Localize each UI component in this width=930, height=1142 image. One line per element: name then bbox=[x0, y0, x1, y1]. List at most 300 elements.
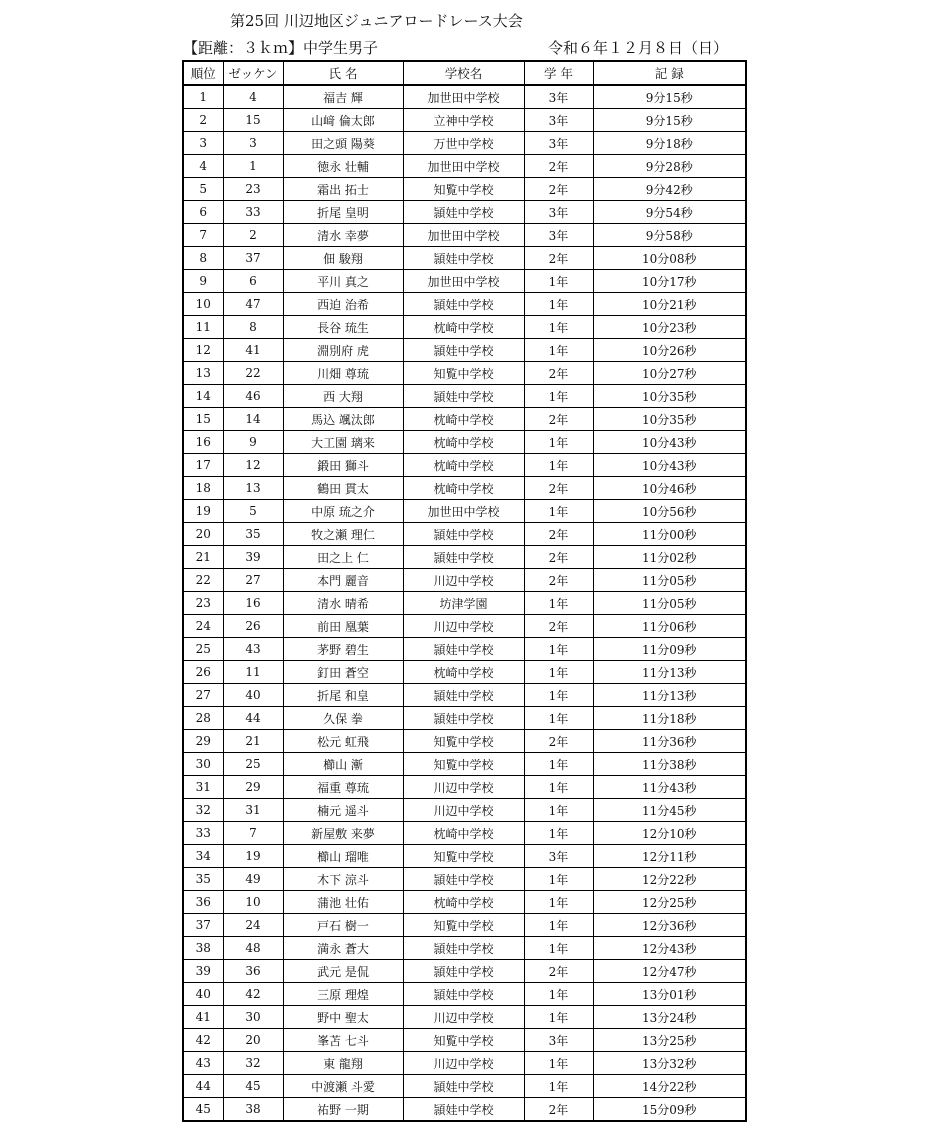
table-row bbox=[183, 868, 746, 891]
grade-cell: 2年 bbox=[524, 247, 593, 270]
grade-cell: 1年 bbox=[524, 293, 593, 316]
school-cell: 川辺中学校 bbox=[403, 799, 524, 822]
grade-cell: 1年 bbox=[524, 937, 593, 960]
table-row bbox=[183, 615, 746, 638]
rank-cell: 21 bbox=[183, 546, 223, 569]
school-cell: 加世田中学校 bbox=[403, 224, 524, 247]
rank-cell: 30 bbox=[183, 753, 223, 776]
school-cell: 川辺中学校 bbox=[403, 615, 524, 638]
time-cell: 10分21秒 bbox=[593, 293, 746, 316]
table-row bbox=[183, 201, 746, 224]
school-cell: 知覧中学校 bbox=[403, 753, 524, 776]
rank-cell: 34 bbox=[183, 845, 223, 868]
table-row bbox=[183, 845, 746, 868]
rank-cell: 24 bbox=[183, 615, 223, 638]
name-cell: 戸石 樹一 bbox=[283, 914, 403, 937]
time-cell: 10分56秒 bbox=[593, 500, 746, 523]
bib-cell: 20 bbox=[223, 1029, 283, 1052]
bib-cell: 13 bbox=[223, 477, 283, 500]
bib-cell: 36 bbox=[223, 960, 283, 983]
grade-cell: 2年 bbox=[524, 155, 593, 178]
time-cell: 11分43秒 bbox=[593, 776, 746, 799]
school-cell: 知覧中学校 bbox=[403, 914, 524, 937]
school-cell: 知覧中学校 bbox=[403, 730, 524, 753]
table-row bbox=[183, 1006, 746, 1029]
table-row bbox=[183, 224, 746, 247]
table-header-row bbox=[183, 61, 746, 85]
rank-cell: 4 bbox=[183, 155, 223, 178]
bib-cell: 30 bbox=[223, 1006, 283, 1029]
name-cell: 折尾 和皇 bbox=[283, 684, 403, 707]
results-body bbox=[183, 85, 746, 1121]
name-cell: 茅野 碧生 bbox=[283, 638, 403, 661]
rank-cell: 15 bbox=[183, 408, 223, 431]
name-cell: 釘田 蒼空 bbox=[283, 661, 403, 684]
table-row bbox=[183, 178, 746, 201]
name-cell: 松元 虹飛 bbox=[283, 730, 403, 753]
bib-cell: 22 bbox=[223, 362, 283, 385]
table-row bbox=[183, 1075, 746, 1098]
name-cell: 三原 理煌 bbox=[283, 983, 403, 1006]
rank-cell: 43 bbox=[183, 1052, 223, 1075]
time-cell: 12分47秒 bbox=[593, 960, 746, 983]
time-cell: 10分35秒 bbox=[593, 408, 746, 431]
school-cell: 頴娃中学校 bbox=[403, 247, 524, 270]
grade-cell: 1年 bbox=[524, 776, 593, 799]
table-row bbox=[183, 316, 746, 339]
name-cell: 大工園 璃来 bbox=[283, 431, 403, 454]
school-cell: 知覧中学校 bbox=[403, 1029, 524, 1052]
school-cell: 頴娃中学校 bbox=[403, 983, 524, 1006]
time-cell: 12分43秒 bbox=[593, 937, 746, 960]
table-row bbox=[183, 799, 746, 822]
grade-cell: 1年 bbox=[524, 891, 593, 914]
time-cell: 11分18秒 bbox=[593, 707, 746, 730]
table-row bbox=[183, 155, 746, 178]
name-cell: 徳永 壮輔 bbox=[283, 155, 403, 178]
grade-cell: 3年 bbox=[524, 845, 593, 868]
rank-cell: 5 bbox=[183, 178, 223, 201]
grade-cell: 2年 bbox=[524, 960, 593, 983]
name-cell: 折尾 皇明 bbox=[283, 201, 403, 224]
name-cell: 福吉 輝 bbox=[283, 85, 403, 109]
time-cell: 10分46秒 bbox=[593, 477, 746, 500]
bib-cell: 10 bbox=[223, 891, 283, 914]
grade-cell: 1年 bbox=[524, 684, 593, 707]
table-row bbox=[183, 109, 746, 132]
school-cell: 枕崎中学校 bbox=[403, 431, 524, 454]
time-cell: 9分42秒 bbox=[593, 178, 746, 201]
rank-cell: 31 bbox=[183, 776, 223, 799]
name-cell: 鶴田 貫太 bbox=[283, 477, 403, 500]
school-cell: 頴娃中学校 bbox=[403, 684, 524, 707]
name-cell: 霜出 拓士 bbox=[283, 178, 403, 201]
name-cell: 中原 琉之介 bbox=[283, 500, 403, 523]
table-row bbox=[183, 339, 746, 362]
rank-cell: 38 bbox=[183, 937, 223, 960]
bib-cell: 12 bbox=[223, 454, 283, 477]
rank-cell: 27 bbox=[183, 684, 223, 707]
header-grade: 学 年 bbox=[524, 61, 593, 85]
grade-cell: 1年 bbox=[524, 799, 593, 822]
rank-cell: 11 bbox=[183, 316, 223, 339]
name-cell: 久保 拳 bbox=[283, 707, 403, 730]
bib-cell: 1 bbox=[223, 155, 283, 178]
table-row bbox=[183, 523, 746, 546]
grade-cell: 1年 bbox=[524, 431, 593, 454]
bib-cell: 45 bbox=[223, 1075, 283, 1098]
name-cell: 本門 麗音 bbox=[283, 569, 403, 592]
school-cell: 頴娃中学校 bbox=[403, 1098, 524, 1122]
school-cell: 知覧中学校 bbox=[403, 845, 524, 868]
rank-cell: 1 bbox=[183, 85, 223, 109]
name-cell: 淵別府 虎 bbox=[283, 339, 403, 362]
table-row bbox=[183, 569, 746, 592]
school-cell: 頴娃中学校 bbox=[403, 868, 524, 891]
time-cell: 12分36秒 bbox=[593, 914, 746, 937]
header-name: 氏 名 bbox=[283, 61, 403, 85]
grade-cell: 2年 bbox=[524, 546, 593, 569]
bib-cell: 38 bbox=[223, 1098, 283, 1122]
category-label: 【距離：３ｋｍ】中学生男子 bbox=[183, 39, 379, 57]
time-cell: 14分22秒 bbox=[593, 1075, 746, 1098]
table-row bbox=[183, 707, 746, 730]
grade-cell: 1年 bbox=[524, 500, 593, 523]
school-cell: 頴娃中学校 bbox=[403, 960, 524, 983]
bib-cell: 41 bbox=[223, 339, 283, 362]
bib-cell: 33 bbox=[223, 201, 283, 224]
rank-cell: 45 bbox=[183, 1098, 223, 1122]
table-row bbox=[183, 85, 746, 109]
rank-cell: 23 bbox=[183, 592, 223, 615]
table-row bbox=[183, 454, 746, 477]
name-cell: 牧之瀬 理仁 bbox=[283, 523, 403, 546]
grade-cell: 2年 bbox=[524, 730, 593, 753]
time-cell: 15分09秒 bbox=[593, 1098, 746, 1122]
grade-cell: 2年 bbox=[524, 362, 593, 385]
bib-cell: 8 bbox=[223, 316, 283, 339]
bib-cell: 40 bbox=[223, 684, 283, 707]
time-cell: 12分25秒 bbox=[593, 891, 746, 914]
rank-cell: 41 bbox=[183, 1006, 223, 1029]
rank-cell: 28 bbox=[183, 707, 223, 730]
rank-cell: 32 bbox=[183, 799, 223, 822]
bib-cell: 14 bbox=[223, 408, 283, 431]
bib-cell: 23 bbox=[223, 178, 283, 201]
table-row bbox=[183, 937, 746, 960]
rank-cell: 19 bbox=[183, 500, 223, 523]
time-cell: 10分43秒 bbox=[593, 454, 746, 477]
school-cell: 川辺中学校 bbox=[403, 1006, 524, 1029]
grade-cell: 2年 bbox=[524, 178, 593, 201]
grade-cell: 1年 bbox=[524, 1075, 593, 1098]
rank-cell: 20 bbox=[183, 523, 223, 546]
school-cell: 川辺中学校 bbox=[403, 1052, 524, 1075]
table-row bbox=[183, 293, 746, 316]
grade-cell: 3年 bbox=[524, 1029, 593, 1052]
school-cell: 川辺中学校 bbox=[403, 776, 524, 799]
table-row bbox=[183, 270, 746, 293]
rank-cell: 29 bbox=[183, 730, 223, 753]
school-cell: 頴娃中学校 bbox=[403, 638, 524, 661]
time-cell: 9分28秒 bbox=[593, 155, 746, 178]
name-cell: 田之頭 陽葵 bbox=[283, 132, 403, 155]
bib-cell: 46 bbox=[223, 385, 283, 408]
grade-cell: 1年 bbox=[524, 270, 593, 293]
school-cell: 枕崎中学校 bbox=[403, 477, 524, 500]
table-row bbox=[183, 132, 746, 155]
rank-cell: 22 bbox=[183, 569, 223, 592]
table-row bbox=[183, 546, 746, 569]
grade-cell: 2年 bbox=[524, 477, 593, 500]
rank-cell: 35 bbox=[183, 868, 223, 891]
bib-cell: 32 bbox=[223, 1052, 283, 1075]
bib-cell: 35 bbox=[223, 523, 283, 546]
name-cell: 鍛田 獅斗 bbox=[283, 454, 403, 477]
name-cell: 祐野 一期 bbox=[283, 1098, 403, 1122]
table-row bbox=[183, 1052, 746, 1075]
school-cell: 頴娃中学校 bbox=[403, 339, 524, 362]
bib-cell: 9 bbox=[223, 431, 283, 454]
grade-cell: 1年 bbox=[524, 1052, 593, 1075]
rank-cell: 25 bbox=[183, 638, 223, 661]
grade-cell: 3年 bbox=[524, 85, 593, 109]
name-cell: 福重 尊琉 bbox=[283, 776, 403, 799]
grade-cell: 3年 bbox=[524, 109, 593, 132]
school-cell: 万世中学校 bbox=[403, 132, 524, 155]
bib-cell: 19 bbox=[223, 845, 283, 868]
grade-cell: 2年 bbox=[524, 569, 593, 592]
name-cell: 長谷 琉生 bbox=[283, 316, 403, 339]
grade-cell: 2年 bbox=[524, 1098, 593, 1122]
school-cell: 枕崎中学校 bbox=[403, 661, 524, 684]
name-cell: 峯苫 七斗 bbox=[283, 1029, 403, 1052]
time-cell: 9分58秒 bbox=[593, 224, 746, 247]
table-row bbox=[183, 500, 746, 523]
grade-cell: 1年 bbox=[524, 661, 593, 684]
table-row bbox=[183, 983, 746, 1006]
grade-cell: 2年 bbox=[524, 615, 593, 638]
grade-cell: 1年 bbox=[524, 753, 593, 776]
time-cell: 11分13秒 bbox=[593, 684, 746, 707]
rank-cell: 9 bbox=[183, 270, 223, 293]
time-cell: 10分35秒 bbox=[593, 385, 746, 408]
school-cell: 枕崎中学校 bbox=[403, 408, 524, 431]
school-cell: 頴娃中学校 bbox=[403, 201, 524, 224]
table-row bbox=[183, 431, 746, 454]
rank-cell: 18 bbox=[183, 477, 223, 500]
grade-cell: 1年 bbox=[524, 983, 593, 1006]
bib-cell: 37 bbox=[223, 247, 283, 270]
time-cell: 13分01秒 bbox=[593, 983, 746, 1006]
bib-cell: 3 bbox=[223, 132, 283, 155]
name-cell: 櫛山 瑠唯 bbox=[283, 845, 403, 868]
table-row bbox=[183, 822, 746, 845]
time-cell: 13分32秒 bbox=[593, 1052, 746, 1075]
school-cell: 頴娃中学校 bbox=[403, 937, 524, 960]
school-cell: 坊津学園 bbox=[403, 592, 524, 615]
table-row bbox=[183, 362, 746, 385]
name-cell: 楠元 遥斗 bbox=[283, 799, 403, 822]
name-cell: 前田 凰葉 bbox=[283, 615, 403, 638]
grade-cell: 1年 bbox=[524, 822, 593, 845]
time-cell: 9分15秒 bbox=[593, 109, 746, 132]
time-cell: 12分22秒 bbox=[593, 868, 746, 891]
name-cell: 田之上 仁 bbox=[283, 546, 403, 569]
table-row bbox=[183, 960, 746, 983]
bib-cell: 4 bbox=[223, 85, 283, 109]
rank-cell: 3 bbox=[183, 132, 223, 155]
bib-cell: 2 bbox=[223, 224, 283, 247]
bib-cell: 15 bbox=[223, 109, 283, 132]
school-cell: 加世田中学校 bbox=[403, 500, 524, 523]
name-cell: 清水 晴希 bbox=[283, 592, 403, 615]
school-cell: 枕崎中学校 bbox=[403, 822, 524, 845]
bib-cell: 6 bbox=[223, 270, 283, 293]
school-cell: 枕崎中学校 bbox=[403, 891, 524, 914]
school-cell: 知覧中学校 bbox=[403, 362, 524, 385]
rank-cell: 10 bbox=[183, 293, 223, 316]
time-cell: 11分36秒 bbox=[593, 730, 746, 753]
header-bib: ゼッケン bbox=[223, 61, 283, 85]
time-cell: 10分23秒 bbox=[593, 316, 746, 339]
grade-cell: 1年 bbox=[524, 316, 593, 339]
bib-cell: 44 bbox=[223, 707, 283, 730]
name-cell: 木下 涼斗 bbox=[283, 868, 403, 891]
table-row bbox=[183, 385, 746, 408]
school-cell: 頴娃中学校 bbox=[403, 293, 524, 316]
rank-cell: 7 bbox=[183, 224, 223, 247]
name-cell: 蒲池 壮佑 bbox=[283, 891, 403, 914]
bib-cell: 16 bbox=[223, 592, 283, 615]
bib-cell: 27 bbox=[223, 569, 283, 592]
time-cell: 11分13秒 bbox=[593, 661, 746, 684]
table-row bbox=[183, 753, 746, 776]
time-cell: 12分10秒 bbox=[593, 822, 746, 845]
bib-cell: 24 bbox=[223, 914, 283, 937]
time-cell: 13分24秒 bbox=[593, 1006, 746, 1029]
time-cell: 10分27秒 bbox=[593, 362, 746, 385]
time-cell: 11分09秒 bbox=[593, 638, 746, 661]
table-row bbox=[183, 776, 746, 799]
time-cell: 11分05秒 bbox=[593, 569, 746, 592]
results-table bbox=[182, 60, 747, 1122]
table-row bbox=[183, 1098, 746, 1122]
grade-cell: 1年 bbox=[524, 592, 593, 615]
bib-cell: 29 bbox=[223, 776, 283, 799]
time-cell: 12分11秒 bbox=[593, 845, 746, 868]
grade-cell: 1年 bbox=[524, 868, 593, 891]
bib-cell: 7 bbox=[223, 822, 283, 845]
rank-cell: 2 bbox=[183, 109, 223, 132]
rank-cell: 12 bbox=[183, 339, 223, 362]
bib-cell: 21 bbox=[223, 730, 283, 753]
rank-cell: 6 bbox=[183, 201, 223, 224]
name-cell: 櫛山 漸 bbox=[283, 753, 403, 776]
grade-cell: 2年 bbox=[524, 523, 593, 546]
bib-cell: 31 bbox=[223, 799, 283, 822]
table-row bbox=[183, 477, 746, 500]
table-row bbox=[183, 661, 746, 684]
time-cell: 9分15秒 bbox=[593, 85, 746, 109]
school-cell: 枕崎中学校 bbox=[403, 316, 524, 339]
grade-cell: 2年 bbox=[524, 408, 593, 431]
time-cell: 11分06秒 bbox=[593, 615, 746, 638]
table-row bbox=[183, 592, 746, 615]
grade-cell: 3年 bbox=[524, 224, 593, 247]
name-cell: 西 大翔 bbox=[283, 385, 403, 408]
time-cell: 11分02秒 bbox=[593, 546, 746, 569]
header-school: 学校名 bbox=[403, 61, 524, 85]
event-date: 令和６年１２月８日（日） bbox=[548, 39, 729, 57]
grade-cell: 1年 bbox=[524, 454, 593, 477]
table-row bbox=[183, 891, 746, 914]
time-cell: 9分54秒 bbox=[593, 201, 746, 224]
grade-cell: 1年 bbox=[524, 339, 593, 362]
bib-cell: 5 bbox=[223, 500, 283, 523]
grade-cell: 3年 bbox=[524, 132, 593, 155]
name-cell: 野中 聖太 bbox=[283, 1006, 403, 1029]
grade-cell: 1年 bbox=[524, 914, 593, 937]
header-rank: 順位 bbox=[183, 61, 223, 85]
time-cell: 11分05秒 bbox=[593, 592, 746, 615]
bib-cell: 39 bbox=[223, 546, 283, 569]
school-cell: 頴娃中学校 bbox=[403, 707, 524, 730]
rank-cell: 36 bbox=[183, 891, 223, 914]
rank-cell: 37 bbox=[183, 914, 223, 937]
school-cell: 頴娃中学校 bbox=[403, 523, 524, 546]
time-cell: 11分45秒 bbox=[593, 799, 746, 822]
name-cell: 武元 是侃 bbox=[283, 960, 403, 983]
table-row bbox=[183, 684, 746, 707]
time-cell: 10分43秒 bbox=[593, 431, 746, 454]
time-cell: 13分25秒 bbox=[593, 1029, 746, 1052]
table-row bbox=[183, 730, 746, 753]
rank-cell: 14 bbox=[183, 385, 223, 408]
time-cell: 9分18秒 bbox=[593, 132, 746, 155]
rank-cell: 42 bbox=[183, 1029, 223, 1052]
rank-cell: 13 bbox=[183, 362, 223, 385]
bib-cell: 25 bbox=[223, 753, 283, 776]
school-cell: 頴娃中学校 bbox=[403, 1075, 524, 1098]
school-cell: 加世田中学校 bbox=[403, 155, 524, 178]
name-cell: 佃 駿翔 bbox=[283, 247, 403, 270]
name-cell: 平川 真之 bbox=[283, 270, 403, 293]
school-cell: 頴娃中学校 bbox=[403, 385, 524, 408]
grade-cell: 1年 bbox=[524, 707, 593, 730]
name-cell: 中渡瀬 斗愛 bbox=[283, 1075, 403, 1098]
rank-cell: 26 bbox=[183, 661, 223, 684]
table-row bbox=[183, 408, 746, 431]
name-cell: 清水 幸夢 bbox=[283, 224, 403, 247]
header-time: 記 録 bbox=[593, 61, 746, 85]
time-cell: 10分08秒 bbox=[593, 247, 746, 270]
school-cell: 立神中学校 bbox=[403, 109, 524, 132]
name-cell: 東 龍翔 bbox=[283, 1052, 403, 1075]
table-row bbox=[183, 1029, 746, 1052]
bib-cell: 47 bbox=[223, 293, 283, 316]
time-cell: 10分17秒 bbox=[593, 270, 746, 293]
rank-cell: 44 bbox=[183, 1075, 223, 1098]
rank-cell: 8 bbox=[183, 247, 223, 270]
rank-cell: 40 bbox=[183, 983, 223, 1006]
school-cell: 川辺中学校 bbox=[403, 569, 524, 592]
bib-cell: 42 bbox=[223, 983, 283, 1006]
bib-cell: 43 bbox=[223, 638, 283, 661]
rank-cell: 16 bbox=[183, 431, 223, 454]
rank-cell: 17 bbox=[183, 454, 223, 477]
grade-cell: 1年 bbox=[524, 1006, 593, 1029]
